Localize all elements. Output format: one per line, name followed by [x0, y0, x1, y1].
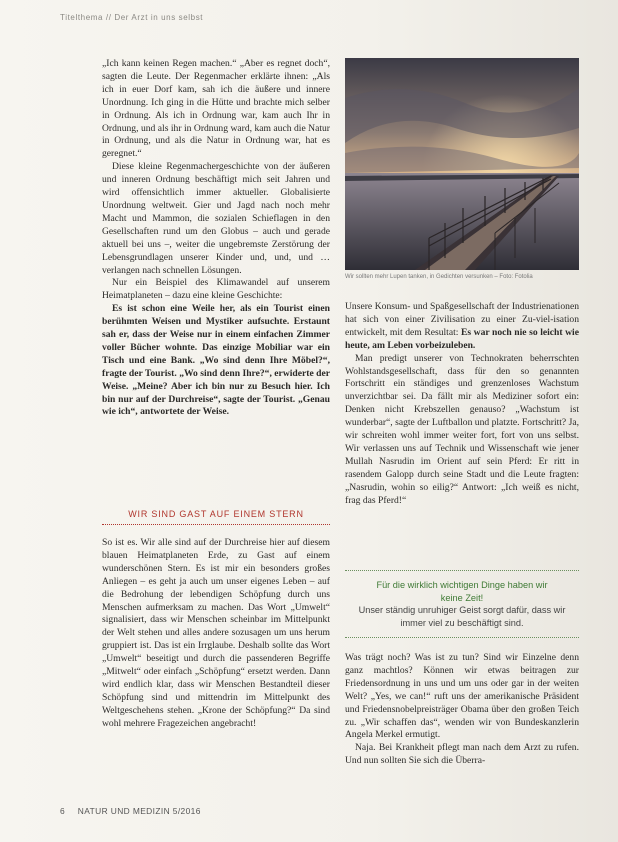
photo-caption: Wir sollten mehr Lupen tanken, in Gedichten versunken – Foto: Fotolia: [345, 274, 533, 280]
paragraph: Naja. Bei Krankheit pflegt man nach dem Arzt zu rufen. Und nun sollten Sie sich die Überra-: [345, 742, 579, 767]
right-column: [345, 301, 579, 508]
running-head: Titelthema // Der Arzt in uns selbst: [60, 13, 204, 22]
bold-text: Es ist schon eine Weile her, als ein Tourist einen berühmten Weisen und Mystiker aufsuchte. Erstaunt sah er, dass der Weise nur in einem einfachen Zimmer voller Bücher wohnte. Das einzige Mobiliar war ein Tisch und eine Bank. „Wo sind denn Ihre Möbel?“, fragte der Tourist. „Wo sind denn Ihre?“, erwiderte der Weise. „Meine? Aber ich bin nur zu Besuch hier. Ich bin nur auf der Durchreise“, sagte der Tourist. „Genau wie ich“, antwortete der Weise.: [102, 303, 330, 418]
section-heading: WIR SIND GAST AUF EINEM STERN: [128, 509, 304, 519]
pull-quote: [345, 570, 579, 638]
pull-quote-bottom-rule: [345, 637, 579, 638]
paragraph-text: Unsere Konsum- und Spaßgesellschaft der Industrienationen hat sich von einer Zivilisation zu einer Zu-viel-isation entwickelt, mit dem Resultat:: [345, 301, 579, 338]
pull-quote-accent: keine Zeit!: [440, 592, 484, 603]
jetty-sunset-image: [345, 58, 579, 270]
paragraph: Was trägt noch? Was ist zu tun? Sind wir Einzelne denn ganz machtlos? Können wir etwas beitragen zur Friedensordnung in uns und um uns oder gar in der weiten Welt? „Yes, we can!“ ruft uns der amerikanische Präsident und Friedensnobelpreisträger Obama über den großen Teich zu. „Wir schaffen das“, wenden wir von Bundeskanzlerin Angela Merkel ermutigt.: [345, 652, 579, 741]
bold-text: Es war noch nie so leicht wie heute, am Leben vorbeizuleben.: [345, 326, 579, 351]
paragraph-bold: [102, 303, 330, 419]
jetty-sunset-photo: [345, 58, 579, 270]
left-column-lower: [102, 537, 330, 731]
paragraph: So ist es. Wir alle sind auf der Durchreise hier auf diesem blauen Heimatplaneten Erde, zu Gast auf einem wunderschönen Stern. Es ist mir ein besonders großes Anliegen – es geht ja auch um unser eigenes Leben – auf die Bedrohung der lebendigen Schöpfung durch uns Menschen aufmerksam zu machen. Das Wort „Umwelt“ signalisiert, dass wir Menschen scheinbar im Mittelpunkt der Welt stehen und alles andere sozusagen um uns herum gruppiert ist. Das ist ein Irrglaube. Deshalb sollte das Wort „Umwelt“ beseitigt und durch die passenderen Begriffe „Mitwelt“ oder einfach „Schöpfung“ ersetzt werden. Dann wird endlich klar, dass wir Menschen Bestandteil dieser Schöpfung sind und mittendrin im Mittelpunkt des Weltgeschehens stehen. „Krone der Schöpfung?“ Da sind wohl mehrere Fragezeichen angebracht!: [102, 537, 330, 729]
paragraph: „Ich kann keinen Regen machen.“ „Aber es regnet doch“, sagten die Leute. Der Regenmacher erklärte ihnen: „Als ich in euer Dorf kam, sah ich die äußere und innere Unordnung. Ich ging in die Hütte und brachte mich selber in Ordnung. Als ich in Ordnung war, kam auch Ihr in Ordnung, und als ihr in Ordnung ward, kam auch die Natur in Ordnung, und als die Natur in Ordnung war, hat es geregnet.“: [102, 58, 330, 160]
section-divider: [102, 524, 330, 525]
pull-quote-top-rule: [345, 570, 579, 571]
page-number: 6: [60, 806, 66, 816]
paragraph: [345, 301, 579, 353]
paragraph: Man predigt unserer von Technokraten beherrschten Wohlstandsgesellschaft, dass für den so genannten Fortschritt ein ständiges und grenzenloses Wachstum unverzichtbar sei. Da fällt mir als Mediziner sofort ein: Denken nicht Krebszellen genauso? „Wachstum ist wunderbar“, sagte der Luftballon und platzte. Fortschritt? Ja, wir schreiten wohl immer weiter fort, fort von uns selbst. Wir verlassen uns auf Technik und Wissenschaft wie jener Mullah Nasrudin im Orient auf sein Pferd: Er ritt in rasendem Galopp durch seine Stadt und die Leute fragten: „Nasrudin, wohin so eilig?“ Antwort: „Ich weiß es nicht, frag das Pferd!“: [345, 352, 579, 506]
pull-quote-line: Unser ständig unruhiger Geist sorgt dafür, dass wir immer viel zu beschäftigt sind.: [358, 605, 566, 628]
magazine-issue: NATUR UND MEDIZIN 5/2016: [77, 806, 201, 816]
pull-quote-line: Für die wirklich wichtigen Dinge haben wir: [376, 580, 548, 590]
paragraph: Diese kleine Regenmachergeschichte von der äußeren und inneren Ordnung beschäftigt mich seit Jahren und wird offensichtlich immer aktueller. Globalisierte Unordnung weltweit. Gier und Jagd nach noch mehr Macht und Mammon, die sozialen Schieflagen in den Gesellschaften rund um den Globus – auch und gerade aktuell bei uns –, weiter die ungebremste Zerstörung der Lebensgrundlagen unserer Kinder und, und, und … verlangen nach schnellen Lösungen.: [102, 161, 330, 276]
paragraph: Nur ein Beispiel des Klimawandel auf unserem Heimatplaneten – dazu eine kleine Geschichte:: [102, 277, 330, 302]
left-column: [102, 58, 330, 419]
page-footer: [60, 806, 201, 816]
right-column-lower: [345, 652, 579, 768]
